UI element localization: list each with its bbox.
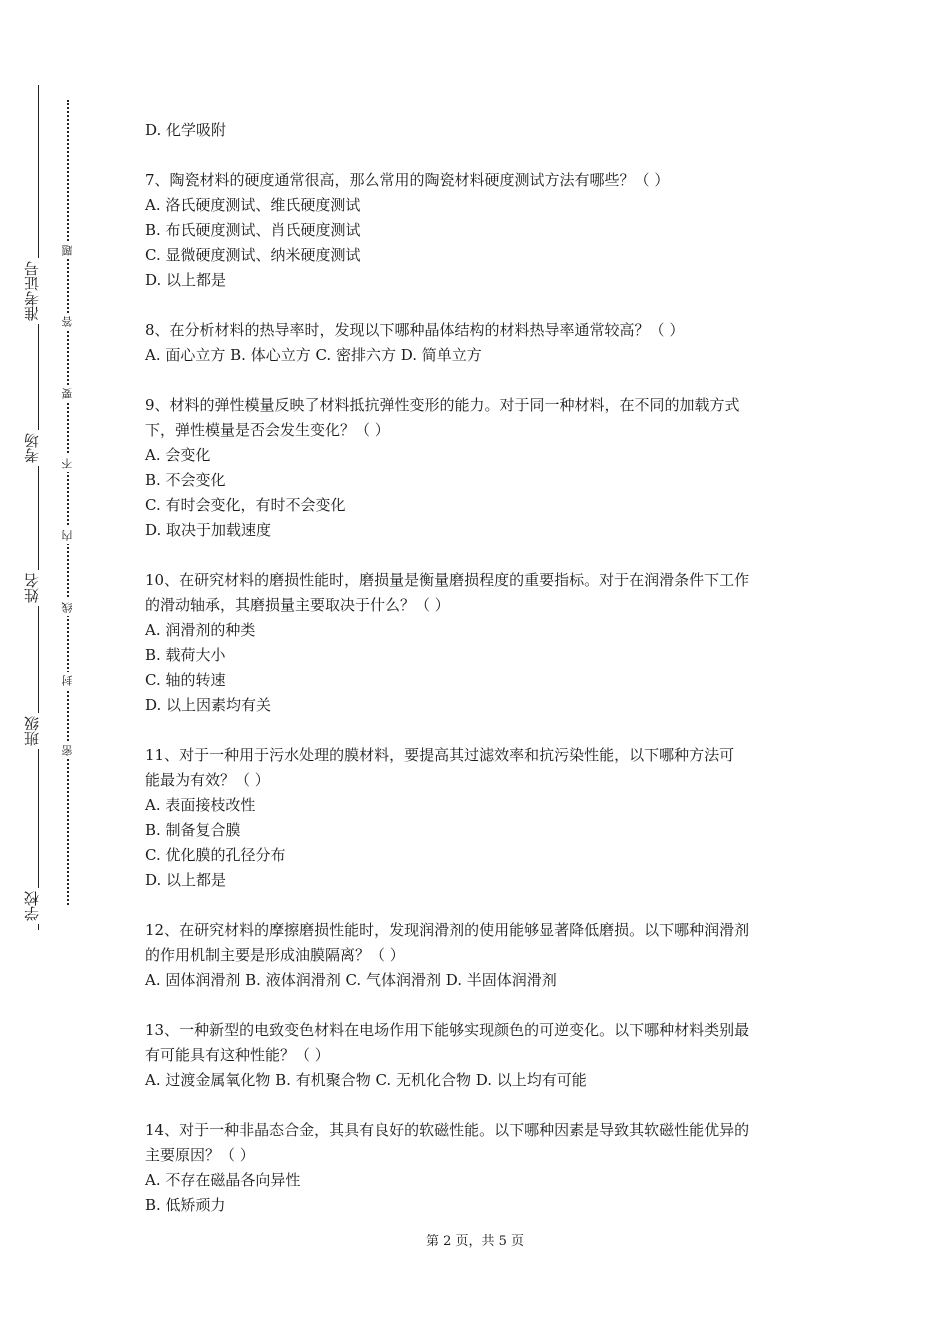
- option-line: D. 以上都是: [145, 271, 227, 289]
- text-line: D. 化学吸附: [145, 121, 227, 139]
- option-line: D. 以上都是: [145, 871, 227, 889]
- question-12-cont: 的作用机制主要是形成油膜隔离？（ ）: [145, 946, 405, 964]
- option-line: B. 制备复合膜: [145, 821, 241, 839]
- option-line: B. 载荷大小: [145, 646, 226, 664]
- option-line: A. 过渡金属氧化物 B. 有机聚合物 C. 无机化合物 D. 以上均有可能: [145, 1071, 587, 1089]
- option-line: A. 固体润滑剂 B. 液体润滑剂 C. 气体润滑剂 D. 半固体润滑剂: [145, 971, 557, 989]
- page-number: 第 2 页，共 5 页: [425, 1234, 525, 1249]
- label-exam-room: 考场: [22, 430, 42, 466]
- option-line: A. 会变化: [145, 446, 211, 464]
- question-14: 14、对于一种非晶态合金，其具有良好的软磁性能。以下哪种因素是导致其软磁性能优异的: [145, 1121, 750, 1139]
- blank-line: [145, 718, 815, 743]
- question-11-cont: 能最为有效？（ ）: [145, 771, 270, 789]
- option-line: C. 显微硬度测试、纳米硬度测试: [145, 246, 361, 264]
- binding-dotted-line: [67, 100, 69, 905]
- seal-char: 题: [60, 242, 75, 259]
- option-line: C. 优化膜的孔径分布: [145, 846, 286, 864]
- binding-solid-line: [38, 85, 39, 930]
- blank-line: [145, 543, 815, 568]
- seal-char: 封: [60, 672, 75, 689]
- label-school: 学校: [22, 888, 42, 924]
- option-line: B. 布氏硬度测试、肖氏硬度测试: [145, 221, 361, 239]
- question-7: 7、陶瓷材料的硬度通常很高，那么常用的陶瓷材料硬度测试方法有哪些？（ ）: [145, 171, 670, 189]
- seal-char: 答: [60, 313, 75, 330]
- seal-char: 线: [60, 599, 75, 616]
- option-line: D. 以上因素均有关: [145, 696, 272, 714]
- question-content: [145, 118, 815, 1218]
- question-10-cont: 的滑动轴承，其磨损量主要取决于什么？（ ）: [145, 596, 450, 614]
- option-line: A. 面心立方 B. 体心立方 C. 密排六方 D. 简单立方: [145, 346, 482, 364]
- blank-line: [145, 368, 815, 393]
- seal-char: 密: [60, 742, 75, 759]
- blank-line: [145, 143, 815, 168]
- blank-line: [145, 1093, 815, 1118]
- option-line: B. 低矫顽力: [145, 1196, 226, 1214]
- question-13: 13、一种新型的电致变色材料在电场作用下能够实现颜色的可逆变化。以下哪种材料类别最: [145, 1021, 750, 1039]
- label-admission-number: 准考证号: [22, 258, 42, 324]
- seal-char: 要: [60, 385, 75, 402]
- option-line: A. 洛氏硬度测试、维氏硬度测试: [145, 196, 361, 214]
- option-line: A. 表面接枝改性: [145, 796, 256, 814]
- binding-margin: [0, 0, 110, 1344]
- label-name: 姓名: [22, 570, 42, 606]
- option-line: A. 不存在磁晶各向异性: [145, 1171, 301, 1189]
- label-class: 班级: [22, 713, 42, 749]
- option-line: A. 润滑剂的种类: [145, 621, 256, 639]
- seal-char: 不: [60, 455, 75, 472]
- seal-char: 内: [60, 527, 75, 544]
- question-13-cont: 有可能具有这种性能？（ ）: [145, 1046, 330, 1064]
- blank-line: [145, 993, 815, 1018]
- option-line: C. 有时会变化，有时不会变化: [145, 496, 346, 514]
- question-14-cont: 主要原因？（ ）: [145, 1146, 255, 1164]
- option-line: B. 不会变化: [145, 471, 226, 489]
- option-line: C. 轴的转速: [145, 671, 226, 689]
- blank-line: [145, 893, 815, 918]
- question-12: 12、在研究材料的摩擦磨损性能时，发现润滑剂的使用能够显著降低磨损。以下哪种润滑剂: [145, 921, 750, 939]
- question-10: 10、在研究材料的磨损性能时，磨损量是衡量磨损程度的重要指标。对于在润滑条件下工作: [145, 571, 750, 589]
- question-9-cont: 下，弹性模量是否会发生变化？（ ）: [145, 421, 390, 439]
- blank-line: [145, 293, 815, 318]
- question-11: 11、对于一种用于污水处理的膜材料，要提高其过滤效率和抗污染性能，以下哪种方法可: [145, 746, 735, 764]
- option-line: D. 取决于加载速度: [145, 521, 272, 539]
- question-8: 8、在分析材料的热导率时，发现以下哪种晶体结构的材料热导率通常较高？（ ）: [145, 321, 685, 339]
- question-9: 9、材料的弹性模量反映了材料抵抗弹性变形的能力。对于同一种材料，在不同的加载方式: [145, 396, 740, 414]
